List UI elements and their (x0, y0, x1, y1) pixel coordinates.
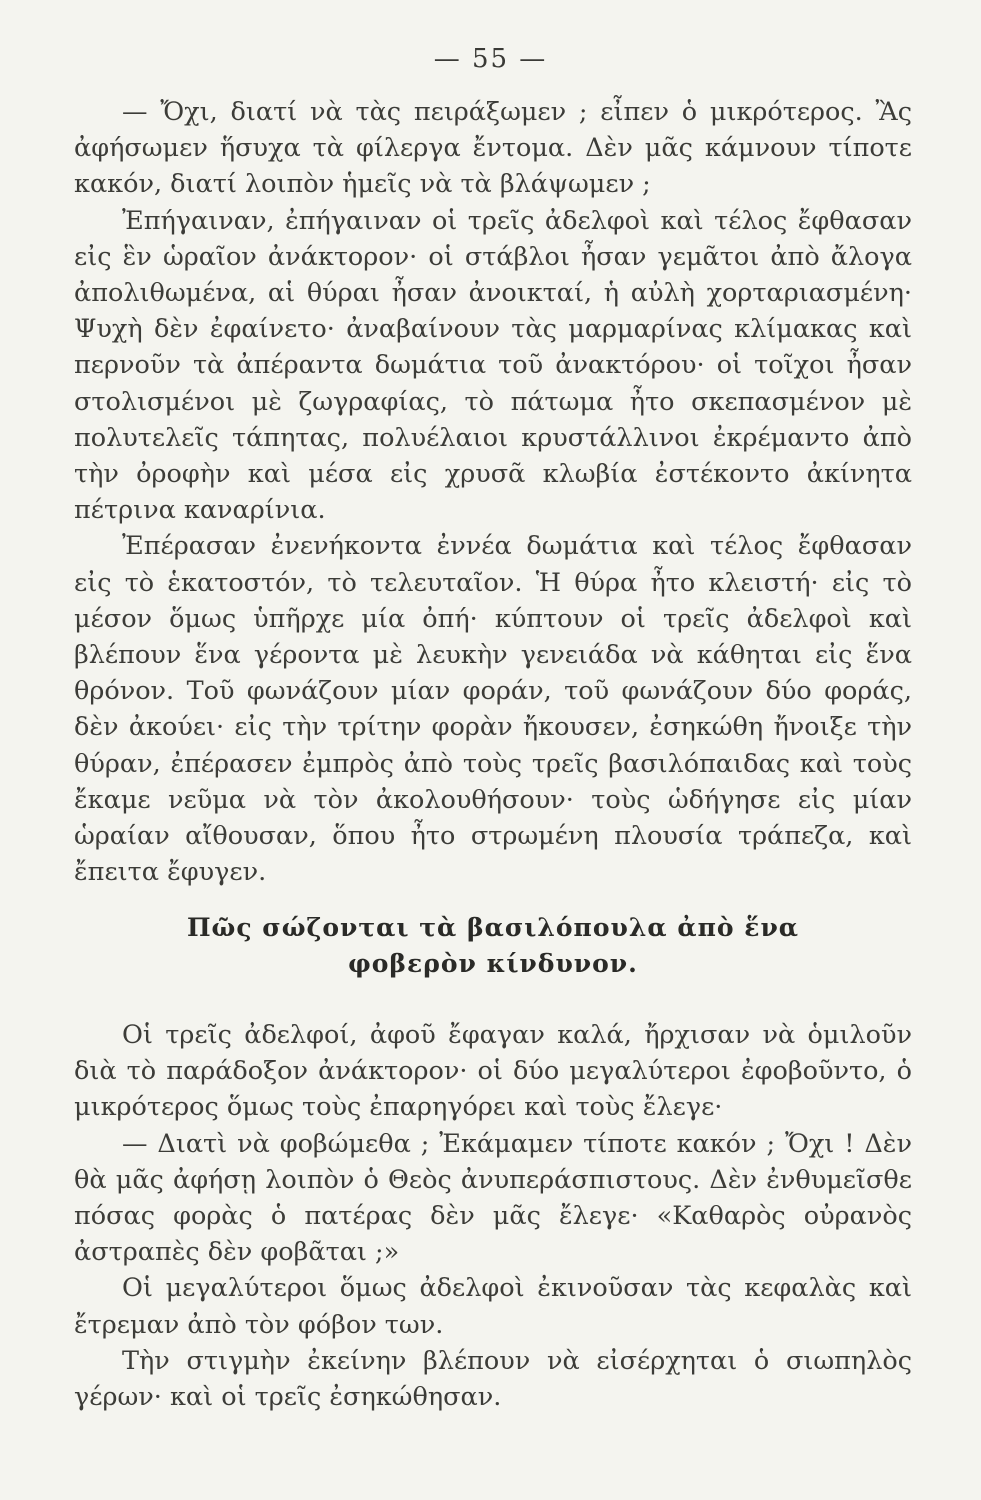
heading-line: Πῶς σώζονται τὰ βασιλόπουλα ἀπὸ ἕνα (186, 913, 800, 942)
paragraph: — Ὄχι, διατί νὰ τὰς πειράξωμεν ; εἶπεν ὁ μικρότερος. Ἂς ἀφήσωμεν ἥσυχα τὰ φίλεργα ἔντομα. Δὲν μᾶς κάμνουν τίποτε κακόν, διατί λοιπὸν ἡμεῖς νὰ τὰ βλάψωμεν ; (74, 97, 912, 200)
paragraph: — Διατὶ νὰ φοβώμεθα ; Ἐκάμαμεν τίποτε κακόν ; Ὄχι ! Δὲν θὰ μᾶς ἀφήσῃ λοιπὸν ὁ Θεὸς ἀνυπεράσπιστους. Δὲν ἐνθυμεῖσθε πόσας φορὰς ὁ πατέρας δὲν μᾶς ἔλεγε· «Καθαρὸς οὐρανὸς ἀστραπὲς δὲν φοβᾶται ;» (74, 1128, 912, 1268)
paragraph: Οἱ μεγαλύτεροι ὅμως ἀδελφοὶ ἐκινοῦσαν τὰς κεφαλὰς καὶ ἔτρεμαν ἀπὸ τὸν φόβον των. (74, 1273, 912, 1340)
paragraph: Τὴν στιγμὴν ἐκείνην βλέπουν νὰ εἰσέρχηται ὁ σιωπηλὸς γέρων· καὶ οἱ τρεῖς ἐσηκώθησαν. (74, 1345, 912, 1413)
paragraph: Ἐπήγαιναν, ἐπήγαιναν οἱ τρεῖς ἀδελφοὶ καὶ τέλος ἔφθασαν εἰς ἓν ὡραῖον ἀνάκτορον· οἱ στάβλοι ἦσαν γεμᾶτοι ἀπὸ ἄλογα ἀπολιθωμένα, αἱ θύραι ἦσαν ἀνοικταί, ἡ αὐλὴ χορταριασμένη· Ψυχὴ δὲν ἐφαίνετο· ἀναβαίνουν τὰς μαρμαρίνας κλίμακας καὶ περνοῦν τὰ ἀπέραντα δωμάτια τοῦ ἀνακτόρου· οἱ τοῖχοι ἦσαν στολισμένοι μὲ ζωγραφίας, τὸ πάτωμα ἦτο σκεπασμένον μὲ πολυτελεῖς τάπητας, πολυέλαιοι κρυστάλλινοι ἐκρέμαντο ἀπὸ τὴν ὀροφὴν καὶ μέσα εἰς χρυσᾶ κλωβία ἐστέκοντο ἀκίνητα πέτρινα καναρίνια. (74, 205, 912, 526)
section-heading (74, 910, 912, 982)
heading-line: φοβερὸν κίνδυνον. (348, 949, 638, 978)
body-text-top (74, 94, 912, 890)
page-number: — 55 — (433, 44, 548, 74)
paragraph: Οἱ τρεῖς ἀδελφοί, ἀφοῦ ἔφαγαν καλά, ἤρχισαν νὰ ὁμιλοῦν διὰ τὸ παράδοξον ἀνάκτορον· οἱ δύο μεγαλύτεροι ἐφοβοῦντο, ὁ μικρότερος ὅμως τοὺς ἐπαρηγόρει καὶ τοὺς ἔλεγε· (74, 1020, 912, 1123)
body-text-bottom (74, 1017, 912, 1415)
paragraph: Ἐπέρασαν ἐνενήκοντα ἐννέα δωμάτια καὶ τέλος ἔφθασαν εἰς τὸ ἑκατοστόν, τὸ τελευταῖον. Ἡ θύρα ἦτο κλειστή· εἰς τὸ μέσον ὅμως ὑπῆρχε μία ὀπή· κύπτουν οἱ τρεῖς ἀδελφοὶ καὶ βλέπουν ἕνα γέροντα μὲ λευκὴν γενειάδα νὰ κάθηται εἰς ἕνα θρόνον. Τοῦ φωνάζουν μίαν φοράν, τοῦ φωνάζουν δύο φοράς, δὲν ἀκούει· εἰς τὴν τρίτην φορὰν ἤκουσεν, ἐσηκώθη ἤνοιξε τὴν θύραν, ἐπέρασεν ἐμπρὸς ἀπὸ τοὺς τρεῖς βασιλόπαιδας καὶ τοὺς ἔκαμε νεῦμα νὰ τὸν ἀκολουθήσουν· τοὺς ὡδήγησε εἰς μίαν ὡραίαν αἴθουσαν, ὅπου ἦτο στρωμένη πλουσία τράπεζα, καὶ ἔπειτα ἔφυγεν. (74, 531, 912, 888)
